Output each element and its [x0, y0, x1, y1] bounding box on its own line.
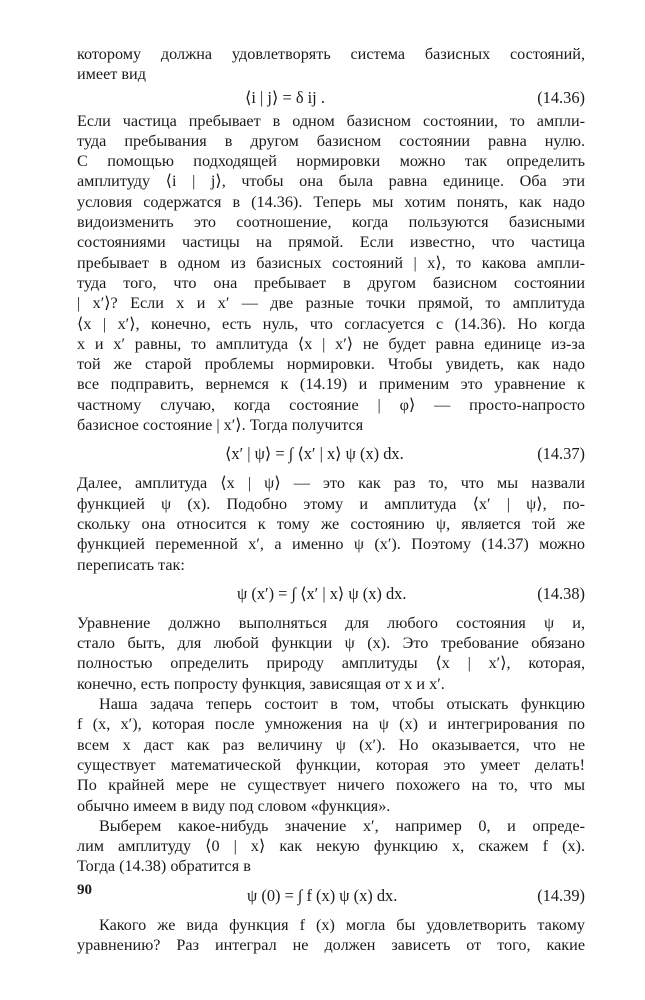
- text-line: Далее, амплитуда ⟨x | ψ⟩ — это как раз то, что мы назвали: [77, 474, 585, 493]
- text-line: Если частица пребывает в одном базисном состоянии, то ампли-: [77, 111, 585, 130]
- equation-14-38: [77, 575, 585, 613]
- text-line: Какого же вида функция f (x) могла бы удовлетворить такому: [99, 915, 585, 934]
- text-line: амплитуду ⟨i | j⟩, чтобы она была равна единице. Оба эти: [77, 172, 585, 191]
- equation-number: (14.38): [537, 583, 585, 603]
- text-line: существует математической функции, которая это умеет делать!: [77, 755, 585, 774]
- text-line: Выберем какое-нибудь значение x′, например 0, и опреде-: [99, 816, 585, 835]
- text-line: всем x даст как раз величину ψ (x′). Но оказывается, что не: [77, 735, 585, 754]
- equation-formula: ⟨i | j⟩ = δ ij .: [245, 87, 325, 107]
- text-line: f (x, x′), которая после умножения на ψ (x) и интегрирования по: [77, 715, 585, 734]
- text-line: пребывает в одном из базисных состояний | x⟩, то какова ампли-: [77, 253, 585, 272]
- text-line: Тогда (14.38) обратится в: [77, 857, 251, 876]
- text-line: частному случаю, когда состояние | φ⟩ — просто-напросто: [77, 395, 585, 414]
- text-line: По крайней мере не существует ничего похожего на то, что мы: [77, 776, 585, 795]
- text-line: условия содержатся в (14.36). Теперь мы хотим понять, как надо: [77, 192, 585, 211]
- equation-number: (14.37): [537, 444, 585, 464]
- page-body: [77, 44, 585, 955]
- text-line: видоизменить это соотношение, когда пользуются базисными: [77, 213, 585, 232]
- text-line: базисное состояние | x′⟩. Тогда получится: [77, 416, 364, 435]
- equation-14-36: [77, 85, 585, 111]
- text-line: уравнению? Раз интеграл не должен зависеть от того, какие: [77, 935, 585, 954]
- equation-formula: ψ (x′) = ∫ ⟨x′ | x⟩ ψ (x) dx.: [237, 583, 407, 603]
- text-line: полностью определить природу амплитуды ⟨x | x′⟩, которая,: [77, 654, 585, 673]
- text-line: туда пребывания в другом базисном состоянии равна нулю.: [77, 131, 585, 150]
- text-line: все подправить, вернемся к (14.19) и применим это уравнение к: [77, 375, 585, 394]
- text-line: конечно, есть попросту функция, зависящая от x и x′.: [77, 674, 445, 693]
- text-line: лим амплитуду ⟨0 | x⟩ как некую функцию x, скажем f (x).: [77, 837, 585, 856]
- text-line: ⟨x | x′⟩, конечно, есть нуль, что согласуется с (14.36). Но когда: [77, 314, 585, 333]
- text-line: обычно имеем в виду под словом «функция».: [77, 796, 391, 815]
- text-line: той же старой проблемы нормировки. Чтобы увидеть, как надо: [77, 355, 585, 374]
- text-line: имеет вид: [77, 65, 146, 84]
- text-line: переписать так:: [77, 555, 185, 574]
- text-line: функцией переменной x′, а именно ψ (x′). Поэтому (14.37) можно: [77, 535, 585, 554]
- equation-14-39: [77, 877, 585, 915]
- text-line: Уравнение должно выполняться для любого состояния ψ и,: [77, 613, 585, 632]
- text-line: стало быть, для любой функции ψ (x). Это требование обязано: [77, 634, 585, 653]
- text-line: x и x′ равны, то амплитуда ⟨x | x′⟩ не будет равна единице из-за: [77, 334, 585, 353]
- text-line: которому должна удовлетворять система базисных состояний,: [77, 45, 585, 63]
- text-line: функцией ψ (x). Подобно этому и амплитуда ⟨x′ | ψ⟩, по-: [77, 494, 585, 513]
- equation-number: (14.39): [537, 885, 585, 905]
- equation-formula: ψ (0) = ∫ f (x) ψ (x) dx.: [247, 885, 398, 905]
- text-line: С помощью подходящей нормировки можно так определить: [77, 152, 585, 171]
- equation-formula: ⟨x′ | ψ⟩ = ∫ ⟨x′ | x⟩ ψ (x) dx.: [225, 444, 404, 464]
- text-line: скольку она относится к тому же состоянию ψ, является той же: [77, 514, 585, 533]
- page-number: 90: [77, 882, 92, 898]
- equation-14-37: [77, 435, 585, 473]
- text-line: туда того, что она пребывает в другом базисном состоянии: [77, 273, 585, 292]
- text-line: Наша задача теперь состоит в том, чтобы отыскать функцию: [99, 695, 585, 714]
- text-line: состояниями частицы на прямой. Если известно, что частица: [77, 233, 585, 252]
- text-line: | x′⟩? Если x и x′ — две разные точки прямой, то амплитуда: [77, 294, 585, 313]
- equation-number: (14.36): [537, 87, 585, 107]
